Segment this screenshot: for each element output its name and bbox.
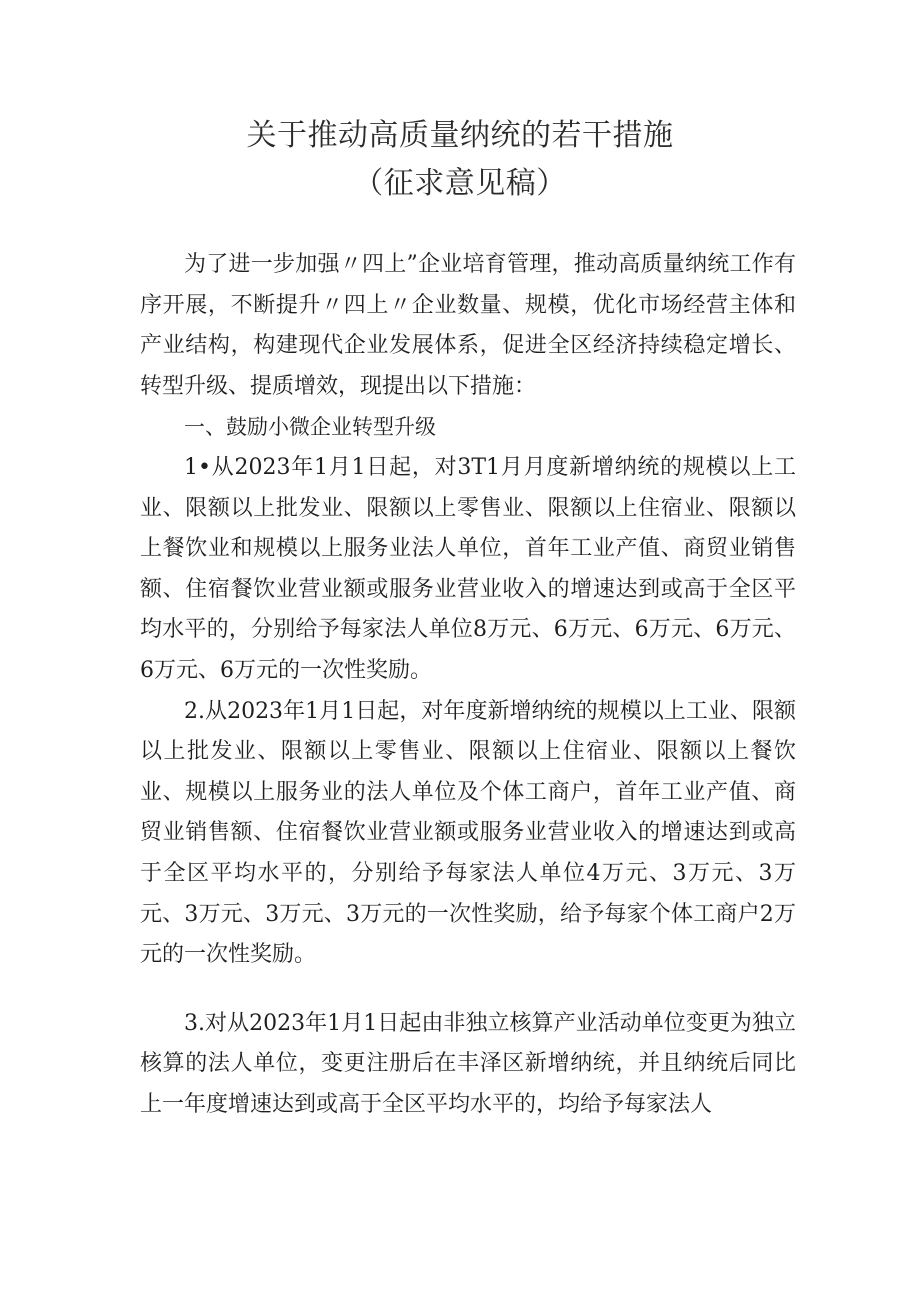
document-title [0, 112, 920, 208]
section-heading-1: 一、鼓励小微企业转型升级 [184, 415, 436, 440]
measure-paragraph-1: 1•从2023年1月1日起，对3T1月月度新增纳统的规模以上工业、限额以上批发业、限额以上零售业、限额以上住宿业、限额以上餐饮业和规模以上服务业法人单位，首年工业产值、商贸业销售额、住宿餐饮业营业额或服务业营业收入的增速达到或高于全区平均水平的，分别给予每家法人单位8万元、6万元、6万元、6万元、6万元、6万元的一次性奖励。 [140, 454, 796, 683]
measure-paragraph-2: 2.从2023年1月1日起，对年度新增纳统的规模以上工业、限额以上批发业、限额以上零售业、限额以上住宿业、限额以上餐饮业、规模以上服务业的法人单位及个体工商户，首年工业产值、商贸业销售额、住宿餐饮业营业额或服务业营业收入的增速达到或高于全区平均水平的，分别给予每家法人单位4万元、3万元、3万元、3万元、3万元、3万元的一次性奖励，给予每家个体工商户2万元的一次性奖励。 [140, 698, 796, 968]
title-main: 关于推动高质量纳统的若干措施 [246, 118, 674, 153]
measure-paragraph-3: 3.对从2023年1月1日起由非独立核算产业活动单位变更为独立核算的法人单位，变更注册后在丰泽区新增纳统，并且纳统后同比上一年度增速达到或高于全区平均水平的，均给予每家法人 [140, 1010, 796, 1117]
document-body [140, 245, 796, 1125]
title-subtitle: （征求意见稿） [353, 166, 567, 201]
intro-paragraph: 为了进一步加强〃四上”企业培育管理，推动高质量纳统工作有序开展，不断提升〃四上〃企业数量、规模，优化市场经营主体和产业结构，构建现代企业发展体系，促进全区经济持续稳定增长、转型升级、提质增效，现提出以下措施： [140, 252, 796, 399]
